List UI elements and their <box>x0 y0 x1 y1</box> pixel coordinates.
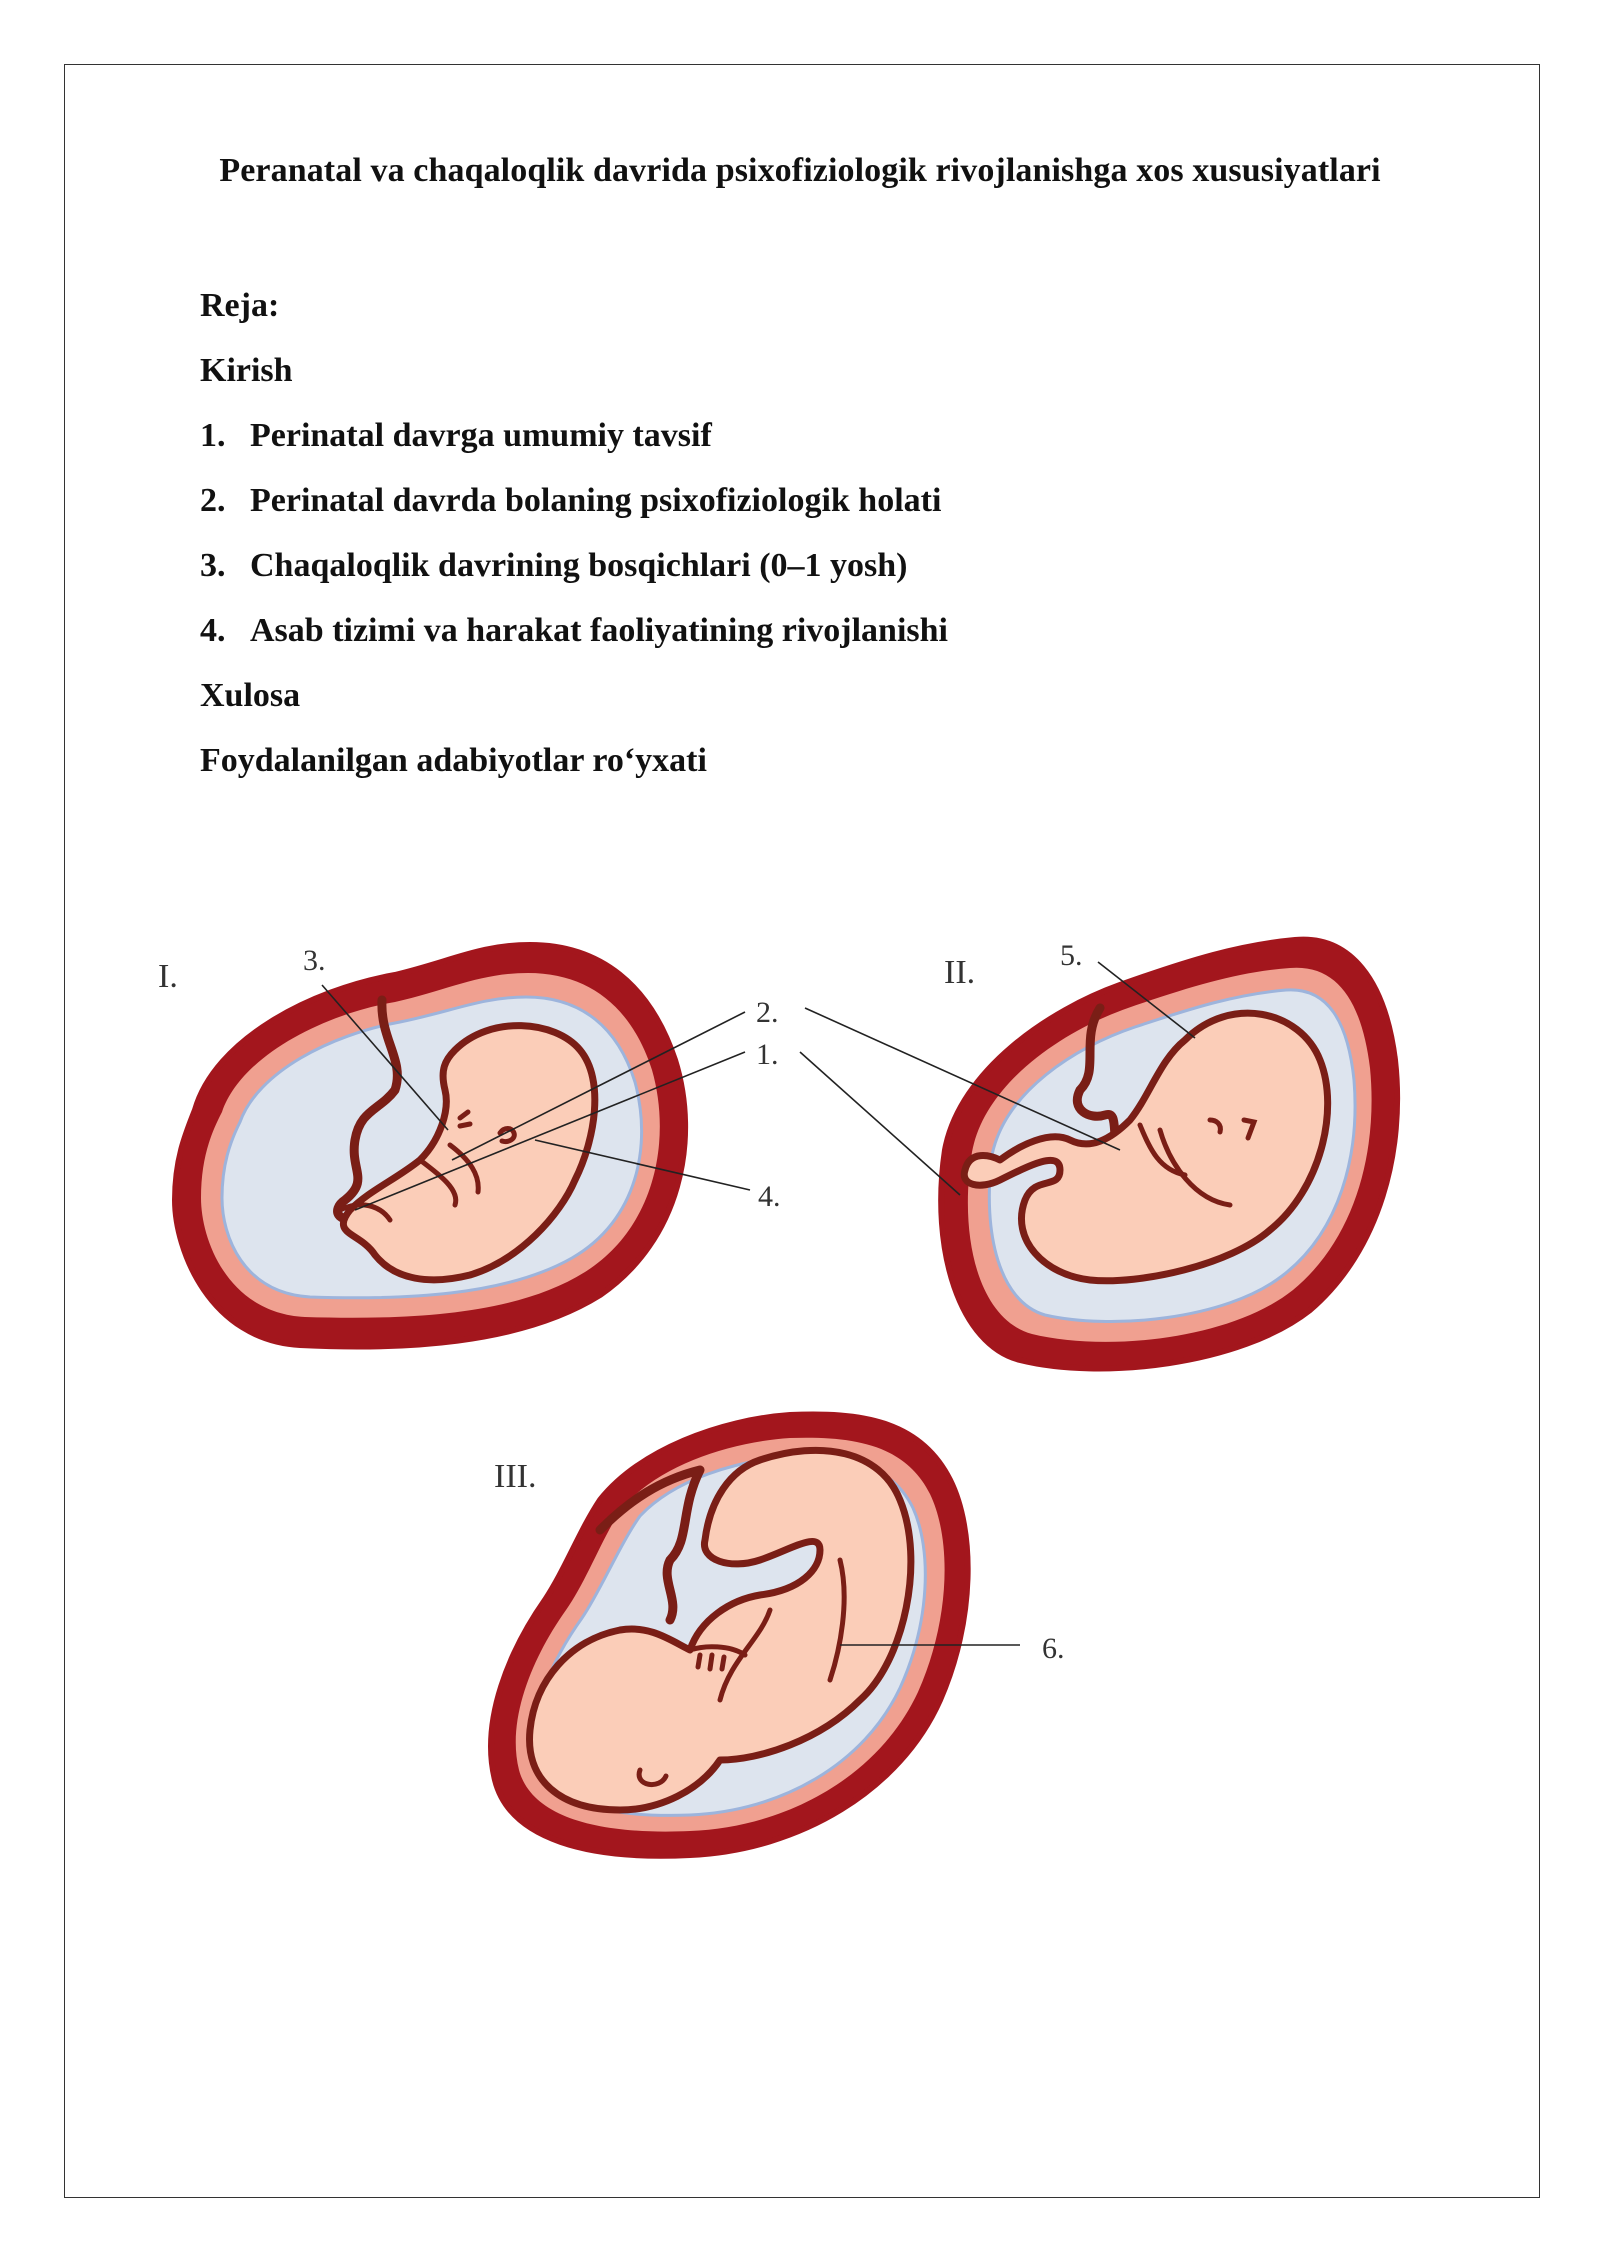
plan-item-text: Asab tizimi va harakat faoliyatining rivojlanishi <box>250 612 948 649</box>
part-label-4: 4. <box>758 1180 781 1213</box>
stage-label-3: III. <box>494 1458 537 1495</box>
stage-3-illustration <box>491 1414 968 1855</box>
plan-item-number: 2. <box>200 482 226 519</box>
part-label-5: 5. <box>1060 939 1083 972</box>
plan-intro: Kirish <box>200 352 293 389</box>
stage-1-illustration <box>175 945 685 1347</box>
plan-item-number: 4. <box>200 612 226 649</box>
leader-line-1-stage2 <box>800 1052 960 1195</box>
stage-2-illustration <box>941 940 1397 1369</box>
part-label-3: 3. <box>303 944 326 977</box>
part-label-2: 2. <box>756 996 779 1029</box>
part-label-1: 1. <box>756 1038 779 1071</box>
plan-heading: Reja: <box>200 287 280 324</box>
plan-item-number: 1. <box>200 417 226 454</box>
stage-label-1: I. <box>158 958 178 995</box>
stage-label-2: II. <box>944 954 976 991</box>
part-label-6: 6. <box>1042 1632 1065 1665</box>
document-title: Peranatal va chaqaloqlik davrida psixofiziologik rivojlanishga xos xususiyatlari <box>219 152 1381 189</box>
plan-item-text: Chaqaloqlik davrining bosqichlari (0–1 yosh) <box>250 547 908 584</box>
plan-item-number: 3. <box>200 547 226 584</box>
plan-references: Foydalanilgan adabiyotlar ro‘yxati <box>200 742 707 779</box>
plan-item-text: Perinatal davrga umumiy tavsif <box>250 417 712 454</box>
plan-conclusion: Xulosa <box>200 677 301 714</box>
plan-item-text: Perinatal davrda bolaning psixofiziologik holati <box>250 482 942 519</box>
